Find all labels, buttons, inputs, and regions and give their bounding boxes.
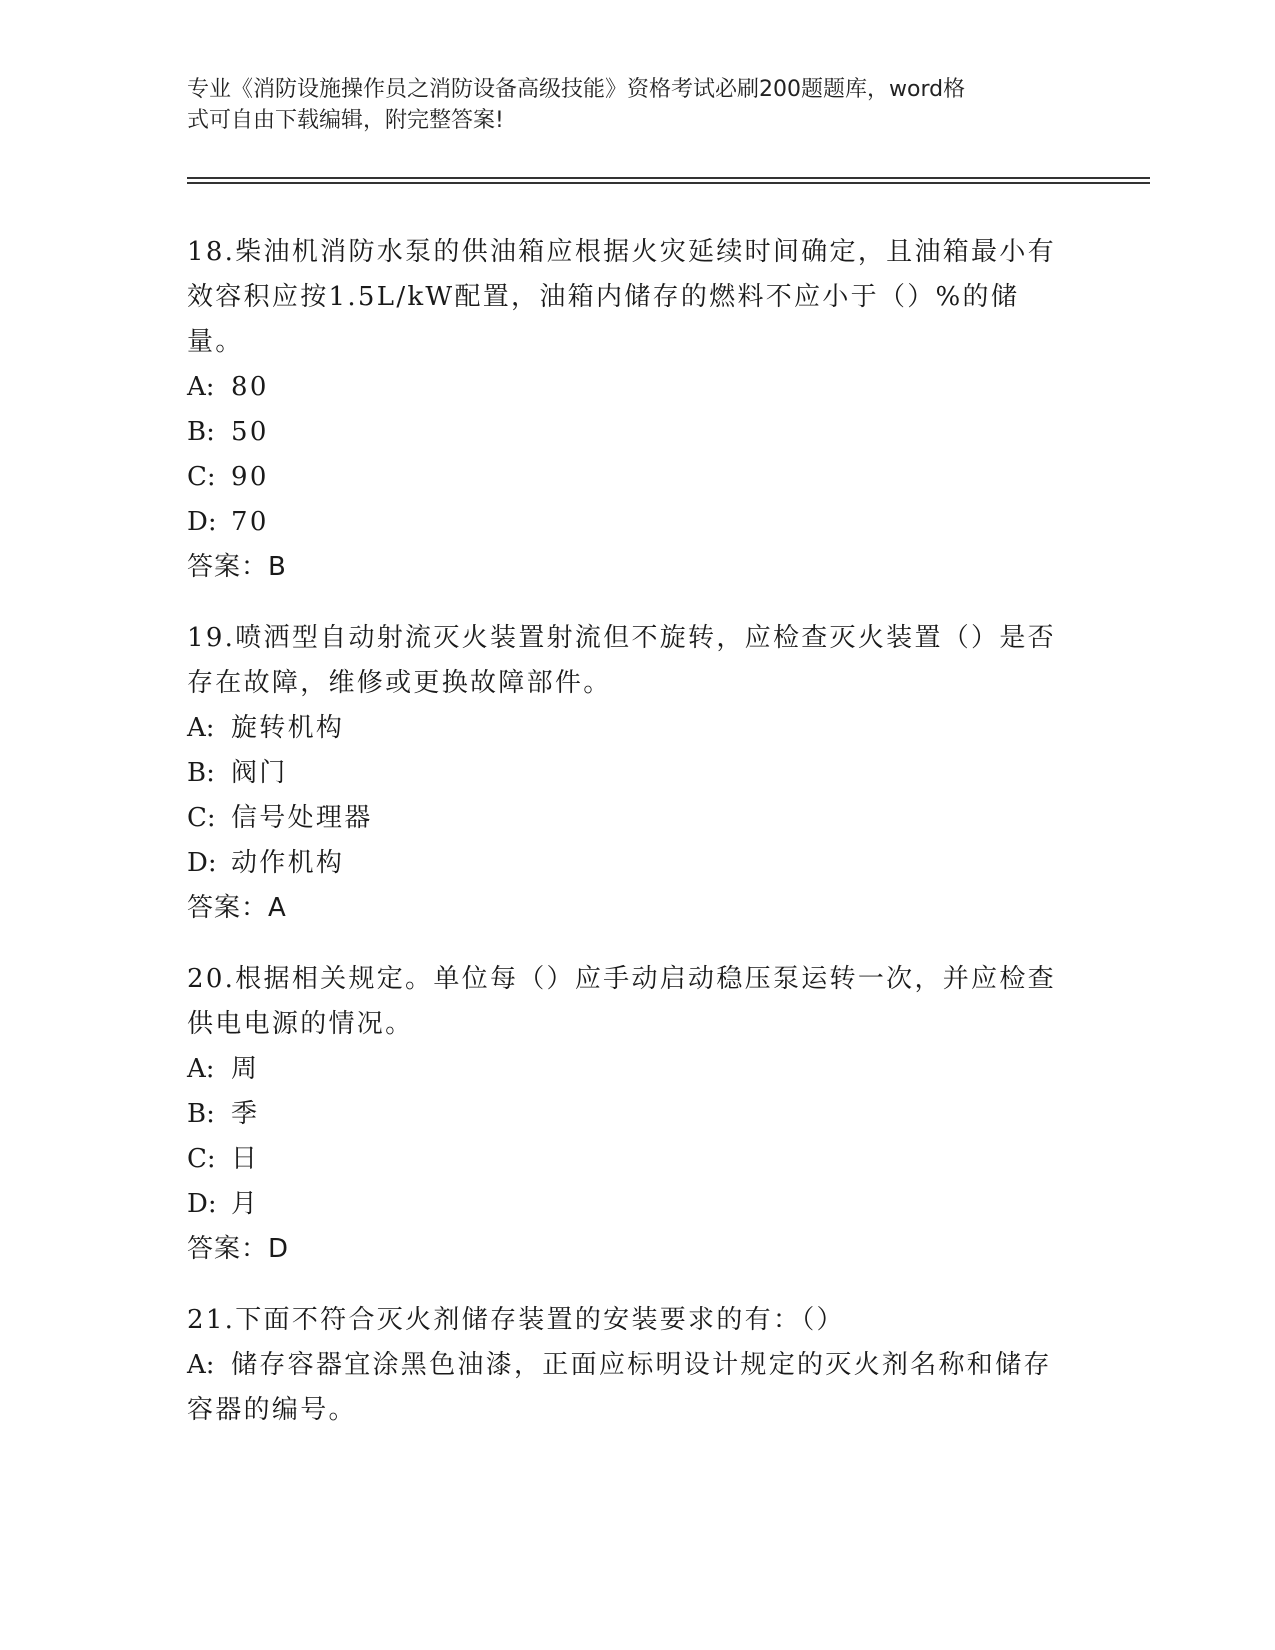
option-letter: D: (187, 1189, 217, 1219)
option-text: 季 (231, 1099, 260, 1129)
header-line-1: 专业《消防设施操作员之消防设备高级技能》资格考试必刷200题题库，word格 (187, 77, 966, 102)
option-a (187, 1047, 1067, 1092)
option-text: 80 (231, 372, 269, 402)
answer-line: 答案：D (187, 1234, 290, 1264)
option-text: 动作机构 (231, 848, 345, 878)
question-stem: 19.喷洒型自动射流灭火装置射流但不旋转，应检查灭火装置（）是否存在故障，维修或更换故障部件。 (187, 623, 1056, 698)
option-text: 70 (231, 507, 269, 537)
option-text: 阀门 (231, 758, 288, 788)
answer-line: 答案：A (187, 893, 287, 923)
option-letter: D: (187, 848, 217, 878)
option-d (187, 1182, 1067, 1227)
option-text: 日 (231, 1144, 260, 1174)
question-stem: 21.下面不符合灭火剂储存装置的安装要求的有：（） (187, 1305, 845, 1335)
option-c (187, 455, 1067, 500)
option-b (187, 751, 1067, 796)
option-c (187, 1137, 1067, 1182)
option-a (187, 706, 1067, 751)
option-text: 信号处理器 (231, 803, 373, 833)
option-d (187, 500, 1067, 545)
option-b (187, 1092, 1067, 1137)
option-b (187, 410, 1067, 455)
header-divider-top (187, 177, 1150, 179)
option-letter: C: (187, 1144, 216, 1174)
option-a (187, 1343, 1067, 1433)
option-c (187, 796, 1067, 841)
option-text: 周 (231, 1054, 260, 1084)
question-list (187, 230, 1067, 1459)
option-letter: A: (187, 1054, 215, 1084)
option-letter: A: (187, 713, 215, 743)
option-letter: A: (187, 372, 215, 402)
option-letter: D: (187, 507, 217, 537)
option-letter: A: (187, 1350, 215, 1380)
question-20 (187, 957, 1067, 1272)
option-text: 月 (231, 1189, 260, 1219)
question-stem: 20.根据相关规定。单位每（）应手动启动稳压泵运转一次，并应检查供电电源的情况。 (187, 964, 1056, 1039)
answer-line: 答案：B (187, 552, 287, 582)
option-text: 储存容器宜涂黑色油漆，正面应标明设计规定的灭火剂名称和储存容器的编号。 (187, 1350, 1052, 1425)
option-letter: C: (187, 462, 216, 492)
option-letter: B: (187, 417, 215, 447)
option-text: 90 (231, 462, 269, 492)
question-19 (187, 616, 1067, 931)
option-letter: C: (187, 803, 216, 833)
header-divider-bottom (187, 182, 1150, 184)
header-line-2: 式可自由下载编辑，附完整答案! (187, 108, 504, 133)
question-stem: 18.柴油机消防水泵的供油箱应根据火灾延续时间确定，且油箱最小有效容积应按1.5L/kW配置，油箱内储存的燃料不应小于（）%的储量。 (187, 237, 1056, 357)
question-18 (187, 230, 1067, 590)
question-21 (187, 1298, 1067, 1433)
option-a (187, 365, 1067, 410)
document-header (187, 74, 1067, 136)
option-letter: B: (187, 1099, 215, 1129)
option-letter: B: (187, 758, 215, 788)
option-text: 50 (231, 417, 269, 447)
option-text: 旋转机构 (231, 713, 345, 743)
option-d (187, 841, 1067, 886)
